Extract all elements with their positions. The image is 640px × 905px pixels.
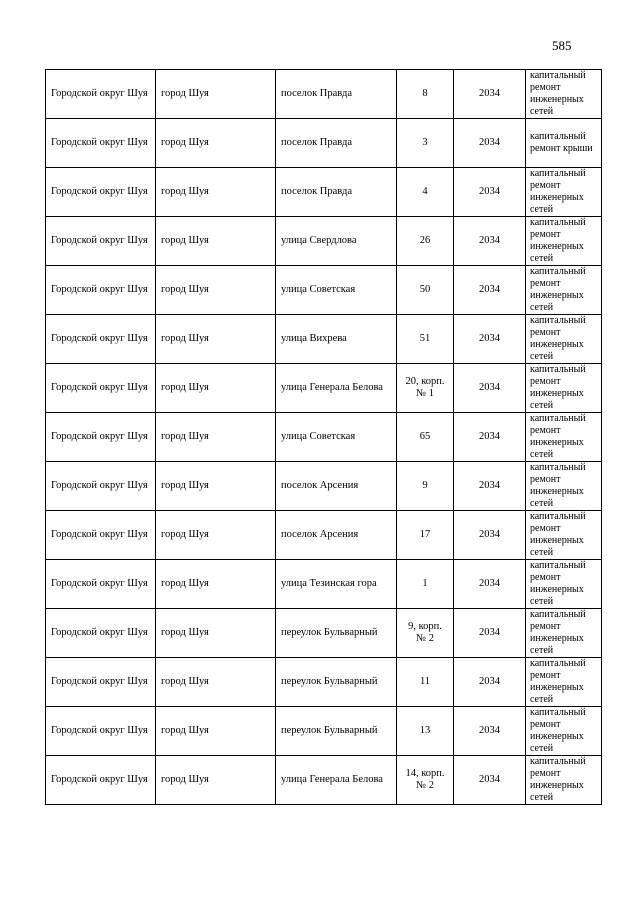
municipality-cell: Городской округ Шуя <box>46 266 156 315</box>
table-row <box>46 413 602 462</box>
table-row <box>46 217 602 266</box>
house-number-cell: 26 <box>397 217 454 266</box>
city-cell: город Шуя <box>156 462 276 511</box>
street-cell: улица Генерала Белова <box>276 364 397 413</box>
work-type-cell: капитальный ремонт инженерных сетей <box>526 756 602 805</box>
year-cell: 2034 <box>454 119 526 168</box>
work-type-cell: капитальный ремонт инженерных сетей <box>526 658 602 707</box>
city-cell: город Шуя <box>156 658 276 707</box>
house-number-cell: 4 <box>397 168 454 217</box>
street-cell: улица Советская <box>276 413 397 462</box>
street-cell: переулок Бульварный <box>276 707 397 756</box>
year-cell: 2034 <box>454 609 526 658</box>
year-cell: 2034 <box>454 707 526 756</box>
street-cell: улица Свердлова <box>276 217 397 266</box>
year-cell: 2034 <box>454 413 526 462</box>
table-row <box>46 511 602 560</box>
city-cell: город Шуя <box>156 413 276 462</box>
table-body <box>46 70 602 805</box>
table-row <box>46 266 602 315</box>
work-type-cell: капитальный ремонт инженерных сетей <box>526 364 602 413</box>
year-cell: 2034 <box>454 560 526 609</box>
table-row <box>46 707 602 756</box>
house-number-cell: 3 <box>397 119 454 168</box>
house-number-cell: 13 <box>397 707 454 756</box>
municipality-cell: Городской округ Шуя <box>46 462 156 511</box>
work-type-cell: капитальный ремонт инженерных сетей <box>526 168 602 217</box>
page-number: 585 <box>552 38 572 53</box>
street-cell: поселок Арсения <box>276 511 397 560</box>
street-cell: поселок Правда <box>276 168 397 217</box>
street-cell: поселок Арсения <box>276 462 397 511</box>
street-cell: поселок Правда <box>276 119 397 168</box>
municipality-cell: Городской округ Шуя <box>46 217 156 266</box>
year-cell: 2034 <box>454 756 526 805</box>
repair-schedule-table <box>45 69 602 805</box>
year-cell: 2034 <box>454 315 526 364</box>
house-number-cell: 14, корп. № 2 <box>397 756 454 805</box>
city-cell: город Шуя <box>156 511 276 560</box>
work-type-cell: капитальный ремонт инженерных сетей <box>526 315 602 364</box>
year-cell: 2034 <box>454 217 526 266</box>
municipality-cell: Городской округ Шуя <box>46 70 156 119</box>
municipality-cell: Городской округ Шуя <box>46 413 156 462</box>
house-number-cell: 8 <box>397 70 454 119</box>
house-number-cell: 17 <box>397 511 454 560</box>
municipality-cell: Городской округ Шуя <box>46 609 156 658</box>
house-number-cell: 51 <box>397 315 454 364</box>
municipality-cell: Городской округ Шуя <box>46 658 156 707</box>
work-type-cell: капитальный ремонт крыши <box>526 119 602 168</box>
street-cell: улица Вихрева <box>276 315 397 364</box>
municipality-cell: Городской округ Шуя <box>46 168 156 217</box>
table-row <box>46 364 602 413</box>
city-cell: город Шуя <box>156 756 276 805</box>
house-number-cell: 65 <box>397 413 454 462</box>
work-type-cell: капитальный ремонт инженерных сетей <box>526 266 602 315</box>
municipality-cell: Городской округ Шуя <box>46 315 156 364</box>
year-cell: 2034 <box>454 364 526 413</box>
work-type-cell: капитальный ремонт инженерных сетей <box>526 70 602 119</box>
table-row <box>46 315 602 364</box>
work-type-cell: капитальный ремонт инженерных сетей <box>526 413 602 462</box>
table-row <box>46 462 602 511</box>
house-number-cell: 20, корп. № 1 <box>397 364 454 413</box>
table-row <box>46 560 602 609</box>
municipality-cell: Городской округ Шуя <box>46 707 156 756</box>
city-cell: город Шуя <box>156 707 276 756</box>
work-type-cell: капитальный ремонт инженерных сетей <box>526 511 602 560</box>
house-number-cell: 11 <box>397 658 454 707</box>
table-row <box>46 70 602 119</box>
house-number-cell: 50 <box>397 266 454 315</box>
municipality-cell: Городской округ Шуя <box>46 119 156 168</box>
house-number-cell: 1 <box>397 560 454 609</box>
city-cell: город Шуя <box>156 119 276 168</box>
city-cell: город Шуя <box>156 217 276 266</box>
house-number-cell: 9 <box>397 462 454 511</box>
work-type-cell: капитальный ремонт инженерных сетей <box>526 707 602 756</box>
street-cell: поселок Правда <box>276 70 397 119</box>
year-cell: 2034 <box>454 511 526 560</box>
year-cell: 2034 <box>454 462 526 511</box>
street-cell: переулок Бульварный <box>276 658 397 707</box>
year-cell: 2034 <box>454 168 526 217</box>
city-cell: город Шуя <box>156 266 276 315</box>
street-cell: улица Генерала Белова <box>276 756 397 805</box>
table-row <box>46 658 602 707</box>
municipality-cell: Городской округ Шуя <box>46 364 156 413</box>
work-type-cell: капитальный ремонт инженерных сетей <box>526 609 602 658</box>
table-row <box>46 609 602 658</box>
city-cell: город Шуя <box>156 315 276 364</box>
work-type-cell: капитальный ремонт инженерных сетей <box>526 560 602 609</box>
year-cell: 2034 <box>454 266 526 315</box>
table-row <box>46 756 602 805</box>
city-cell: город Шуя <box>156 364 276 413</box>
table-row <box>46 168 602 217</box>
work-type-cell: капитальный ремонт инженерных сетей <box>526 217 602 266</box>
municipality-cell: Городской округ Шуя <box>46 756 156 805</box>
year-cell: 2034 <box>454 70 526 119</box>
city-cell: город Шуя <box>156 70 276 119</box>
municipality-cell: Городской округ Шуя <box>46 560 156 609</box>
street-cell: улица Тезинская гора <box>276 560 397 609</box>
work-type-cell: капитальный ремонт инженерных сетей <box>526 462 602 511</box>
city-cell: город Шуя <box>156 168 276 217</box>
street-cell: переулок Бульварный <box>276 609 397 658</box>
city-cell: город Шуя <box>156 560 276 609</box>
municipality-cell: Городской округ Шуя <box>46 511 156 560</box>
street-cell: улица Советская <box>276 266 397 315</box>
house-number-cell: 9, корп. № 2 <box>397 609 454 658</box>
table-row <box>46 119 602 168</box>
year-cell: 2034 <box>454 658 526 707</box>
city-cell: город Шуя <box>156 609 276 658</box>
